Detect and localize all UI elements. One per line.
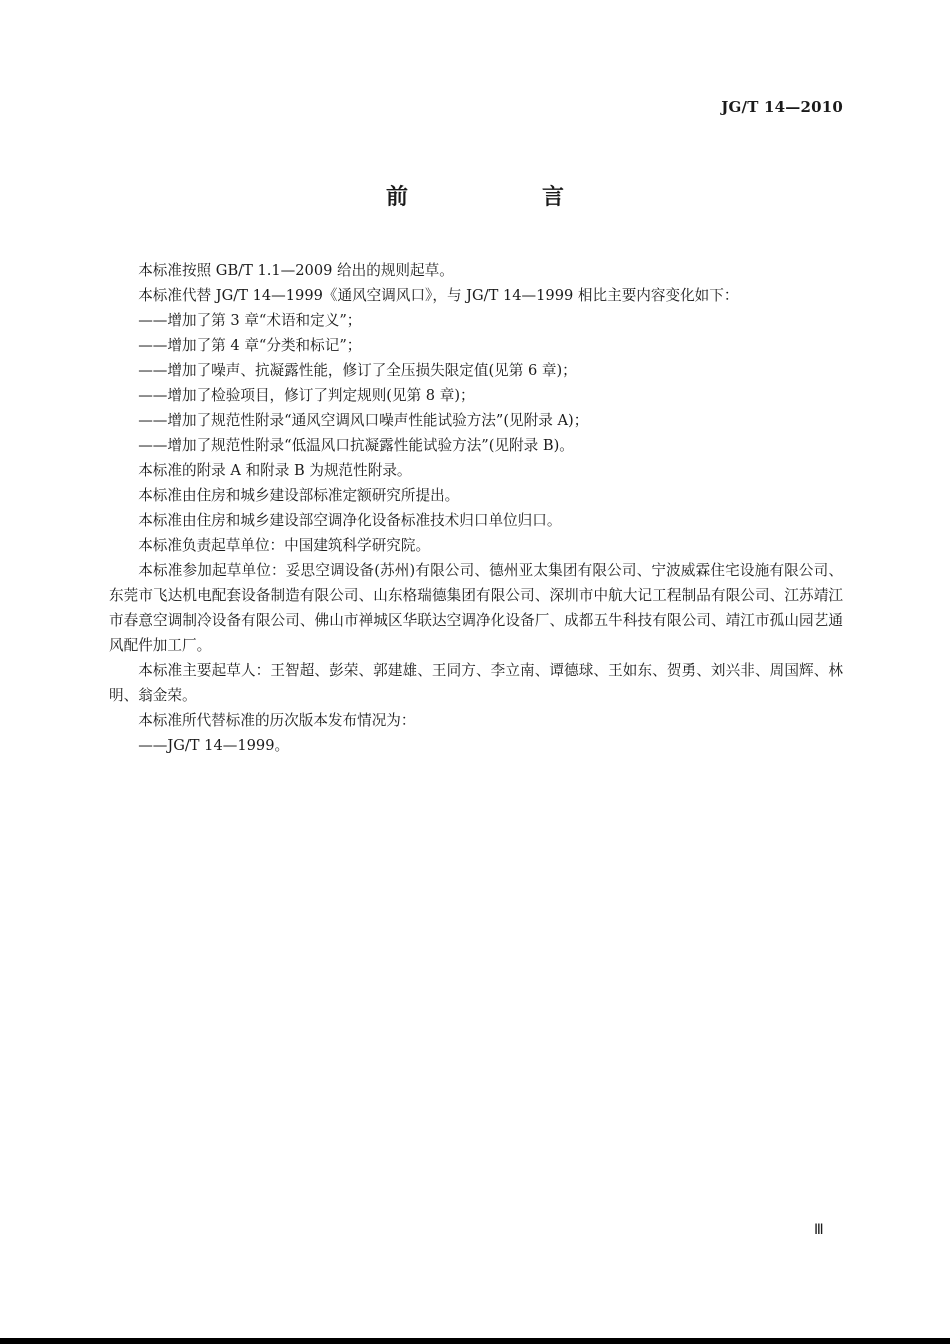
list-item-change: ——增加了规范性附录“通风空调风口噪声性能试验方法”(见附录 A)； [138, 412, 589, 429]
paragraph-previous-editions: 本标准所代替标准的历次版本发布情况为： [138, 712, 416, 729]
paragraph-annexes: 本标准的附录 A 和附录 B 为规范性附录。 [138, 462, 412, 479]
paragraph-main-drafters: 本标准主要起草人：王智超、彭荣、郭建雄、王同方、李立南、谭德球、王如东、贺勇、刘兴非、周国辉、林明、翁金荣。 [109, 662, 843, 704]
paragraph-under-jurisdiction: 本标准由住房和城乡建设部空调净化设备标准技术归口单位归口。 [138, 512, 562, 529]
list-item-change: ——增加了第 3 章“术语和定义”； [138, 312, 362, 329]
standard-code: JG/T 14—2010 [721, 98, 843, 116]
foreword-body [109, 258, 843, 758]
bottom-border [0, 1338, 950, 1344]
paragraph-participating-units: 本标准参加起草单位：妥思空调设备(苏州)有限公司、德州亚太集团有限公司、宁波威霖住宅设施有限公司、东莞市飞达机电配套设备制造有限公司、山东格瑞德集团有限公司、深圳市中航大记工程制品有限公司、江苏靖江市春意空调制冷设备有限公司、佛山市禅城区华联达空调净化设备厂、成都五牛科技有限公司、靖江市孤山园艺通风配件加工厂。 [109, 562, 843, 654]
page-number: Ⅲ [814, 1222, 824, 1238]
paragraph-drafting-unit: 本标准负责起草单位：中国建筑科学研究院。 [138, 537, 431, 554]
list-item-edition: ——JG/T 14—1999。 [138, 737, 290, 754]
page-title: 前 言 [385, 185, 620, 210]
paragraph-replaces: 本标准代替 JG/T 14—1999《通风空调风口》，与 JG/T 14—1999 相比主要内容变化如下： [138, 287, 739, 304]
list-item-change: ——增加了噪声、抗凝露性能，修订了全压损失限定值(见第 6 章)； [138, 362, 577, 379]
list-item-change: ——增加了第 4 章“分类和标记”； [138, 337, 362, 354]
list-item-change: ——增加了规范性附录“低温风口抗凝露性能试验方法”(见附录 B)。 [138, 437, 574, 454]
paragraph-proposed-by: 本标准由住房和城乡建设部标准定额研究所提出。 [138, 487, 460, 504]
list-item-change: ——增加了检验项目，修订了判定规则(见第 8 章)； [138, 387, 475, 404]
paragraph-drafting-rules: 本标准按照 GB/T 1.1—2009 给出的规则起草。 [138, 262, 454, 279]
